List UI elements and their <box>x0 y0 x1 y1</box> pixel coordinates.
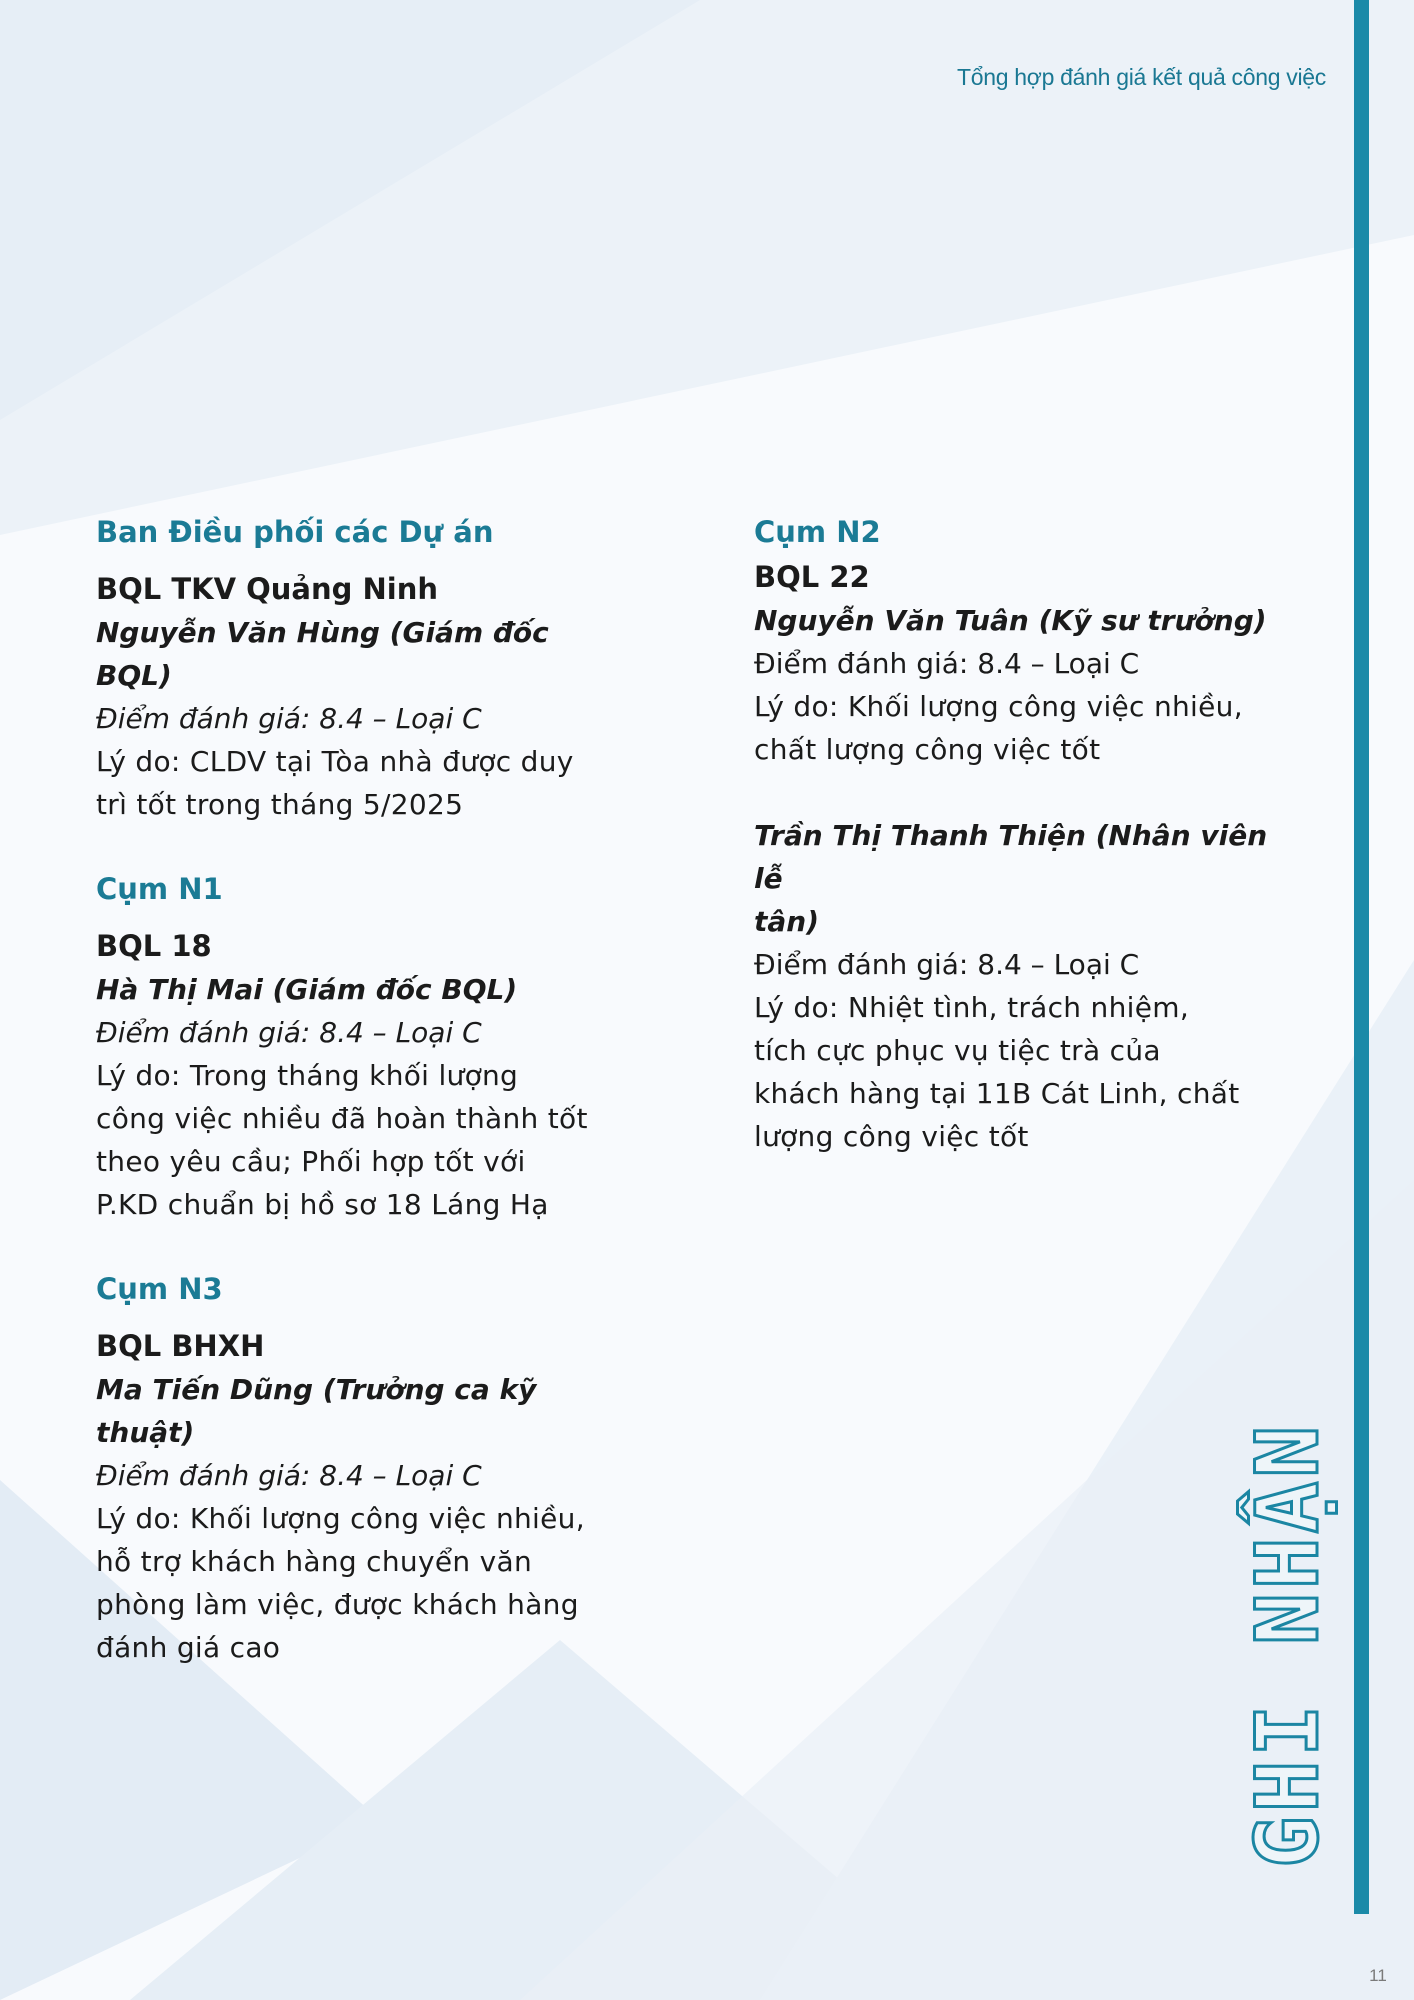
score: Điểm đánh giá: 8.4 – Loại C <box>96 1459 482 1492</box>
reason-line: công việc nhiều đã hoàn thành tốt <box>96 1102 588 1135</box>
reason-line: trì tốt trong tháng 5/2025 <box>96 788 464 821</box>
section-cum-n2 <box>754 512 1274 1158</box>
reason-line: Lý do: Khối lượng công việc nhiều, <box>754 690 1243 723</box>
person-name: Nguyễn Văn Tuân (Kỹ sư trưởng) <box>754 604 1267 637</box>
entry <box>96 1325 616 1669</box>
reason-line: Lý do: CLDV tại Tòa nhà được duy <box>96 745 574 778</box>
score: Điểm đánh giá: 8.4 – Loại C <box>96 702 482 735</box>
section-ban-dieu-phoi <box>96 512 616 826</box>
reason-line: theo yêu cầu; Phối hợp tốt với <box>96 1145 526 1178</box>
reason-line: phòng làm việc, được khách hàng <box>96 1588 579 1621</box>
reason-line: P.KD chuẩn bị hồ sơ 18 Láng Hạ <box>96 1188 549 1221</box>
reason-line: đánh giá cao <box>96 1631 281 1664</box>
reason-line: lượng công việc tốt <box>754 1120 1029 1153</box>
person-name: Nguyễn Văn Hùng (Giám đốc BQL) <box>96 616 549 692</box>
section-title: Cụm N2 <box>754 515 881 549</box>
reason-line: chất lượng công việc tốt <box>754 733 1101 766</box>
section-title: Cụm N1 <box>96 872 223 906</box>
section-cum-n3 <box>96 1269 616 1669</box>
score: Điểm đánh giá: 8.4 – Loại C <box>754 647 1140 680</box>
entry <box>754 814 1274 1158</box>
reason-line: Lý do: Trong tháng khối lượng <box>96 1059 519 1092</box>
vertical-label: GHI NHẬN <box>1238 1421 1338 1868</box>
entry <box>96 568 616 826</box>
score: Điểm đánh giá: 8.4 – Loại C <box>96 1016 482 1049</box>
reason-line: khách hàng tại 11B Cát Linh, chất <box>754 1077 1240 1110</box>
score: Điểm đánh giá: 8.4 – Loại C <box>754 948 1140 981</box>
unit-name: BQL TKV Quảng Ninh <box>96 572 438 606</box>
unit-name: BQL 22 <box>754 560 870 594</box>
right-column <box>754 512 1274 1201</box>
section-cum-n1 <box>96 869 616 1226</box>
unit-name: BQL BHXH <box>96 1329 265 1363</box>
person-name: Ma Tiến Dũng (Trưởng ca kỹ thuật) <box>96 1373 537 1449</box>
person-name: Hà Thị Mai (Giám đốc BQL) <box>96 973 518 1006</box>
accent-bar <box>1354 0 1369 1914</box>
section-title: Cụm N3 <box>96 1272 223 1306</box>
entry <box>96 925 616 1226</box>
person-name: Trần Thị Thanh Thiện (Nhân viên lễ <box>754 819 1268 895</box>
reason-line: Lý do: Khối lượng công việc nhiều, <box>96 1502 585 1535</box>
reason-line: hỗ trợ khách hàng chuyển văn <box>96 1545 532 1578</box>
section-title: Ban Điều phối các Dự án <box>96 515 494 549</box>
unit-name: BQL 18 <box>96 929 212 963</box>
header-title: Tổng hợp đánh giá kết quả công việc <box>956 64 1326 90</box>
reason-line: Lý do: Nhiệt tình, trách nhiệm, <box>754 991 1190 1024</box>
reason-line: tích cực phục vụ tiệc trà của <box>754 1034 1161 1067</box>
person-name: tân) <box>754 905 820 938</box>
left-column <box>96 512 616 1712</box>
page-number: 11 <box>1369 1966 1387 1985</box>
entry <box>754 556 1274 771</box>
